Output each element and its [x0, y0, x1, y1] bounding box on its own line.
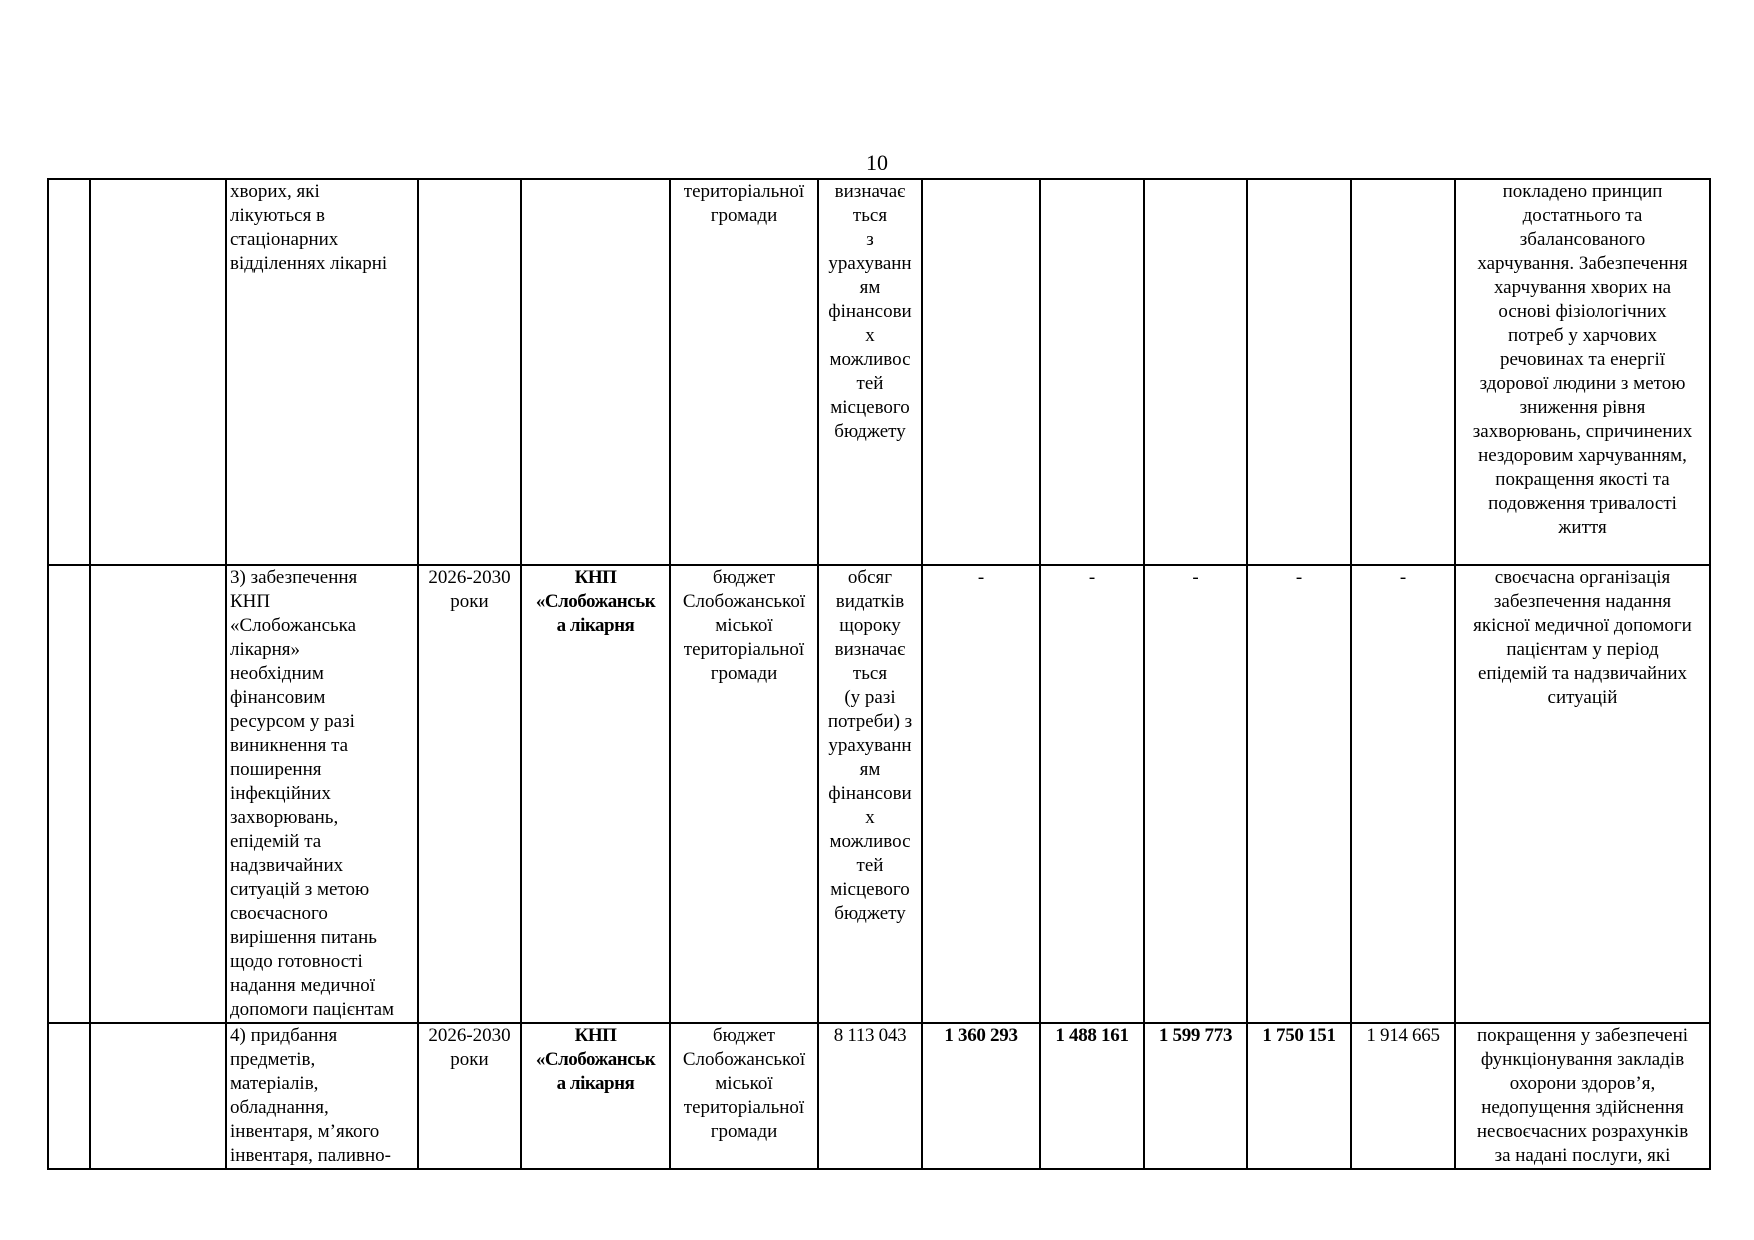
result-cell: покладено принцип достатнього та збалансованого харчування. Забезпечення харчування хворих на основі фізіологічних потреб у харчових речовинах та енергії здорової людини з метою зниження рівня захворювань, спричинених нездоровим харчуванням, покращення якості та подовження тривалості життя [1455, 179, 1710, 565]
goal-cell [90, 179, 226, 565]
year-2028-cell [1144, 179, 1247, 565]
goal-cell [90, 1023, 226, 1169]
table-row [48, 179, 1710, 565]
number-cell [48, 1023, 90, 1169]
year-2028-cell: 1 599 773 [1144, 1023, 1247, 1169]
goal-cell [90, 565, 226, 1023]
year-2030-cell: - [1351, 565, 1455, 1023]
volume-cell: 8 113 043 [818, 1023, 922, 1169]
year-2026-cell: 1 360 293 [922, 1023, 1040, 1169]
year-2029-cell: - [1247, 565, 1351, 1023]
source-cell: бюджет Слобожанської міської територіальної громади [670, 1023, 818, 1169]
year-2029-cell: 1 750 151 [1247, 1023, 1351, 1169]
year-2029-cell [1247, 179, 1351, 565]
volume-cell: обсяг видатків щороку визначає ться (у разі потреби) з урахуванн ям фінансови х можливос тей місцевого бюджету [818, 565, 922, 1023]
year-2030-cell [1351, 179, 1455, 565]
period-cell: 2026-2030 роки [418, 565, 521, 1023]
program-table [47, 178, 1711, 1170]
year-2026-cell [922, 179, 1040, 565]
table-row [48, 565, 1710, 1023]
number-cell [48, 179, 90, 565]
period-cell: 2026-2030 роки [418, 1023, 521, 1169]
task-cell: хворих, які лікуються в стаціонарних відділеннях лікарні [226, 179, 418, 565]
table-row [48, 1023, 1710, 1169]
task-cell: 4) придбання предметів, матеріалів, обладнання, інвентаря, м’якого інвентаря, паливно- [226, 1023, 418, 1169]
year-2026-cell: - [922, 565, 1040, 1023]
source-cell: територіальної громади [670, 179, 818, 565]
executor-cell: КНП «Слобожанськ а лікарня [521, 1023, 670, 1169]
result-cell: покращення у забезпечені функціонування закладів охорони здоров’я, недопущення здійснення несвоєчасних розрахунків за надані послуги, які [1455, 1023, 1710, 1169]
executor-cell [521, 179, 670, 565]
year-2030-cell: 1 914 665 [1351, 1023, 1455, 1169]
year-2027-cell [1040, 179, 1144, 565]
number-cell [48, 565, 90, 1023]
volume-cell: визначає ться з урахуванн ям фінансови х можливос тей місцевого бюджету [818, 179, 922, 565]
year-2027-cell: 1 488 161 [1040, 1023, 1144, 1169]
year-2027-cell: - [1040, 565, 1144, 1023]
period-cell [418, 179, 521, 565]
source-cell: бюджет Слобожанської міської територіальної громади [670, 565, 818, 1023]
year-2028-cell: - [1144, 565, 1247, 1023]
task-cell: 3) забезпечення КНП «Слобожанська лікарня» необхідним фінансовим ресурсом у разі виникнення та поширення інфекційних захворювань, епідемій та надзвичайних ситуацій з метою своєчасного вирішення питань щодо готовності надання медичної допомоги пацієнтам [226, 565, 418, 1023]
page-number: 10 [866, 150, 888, 175]
executor-cell: КНП «Слобожанськ а лікарня [521, 565, 670, 1023]
result-cell: своєчасна організація забезпечення надання якісної медичної допомоги пацієнтам у період епідемій та надзвичайних ситуацій [1455, 565, 1710, 1023]
